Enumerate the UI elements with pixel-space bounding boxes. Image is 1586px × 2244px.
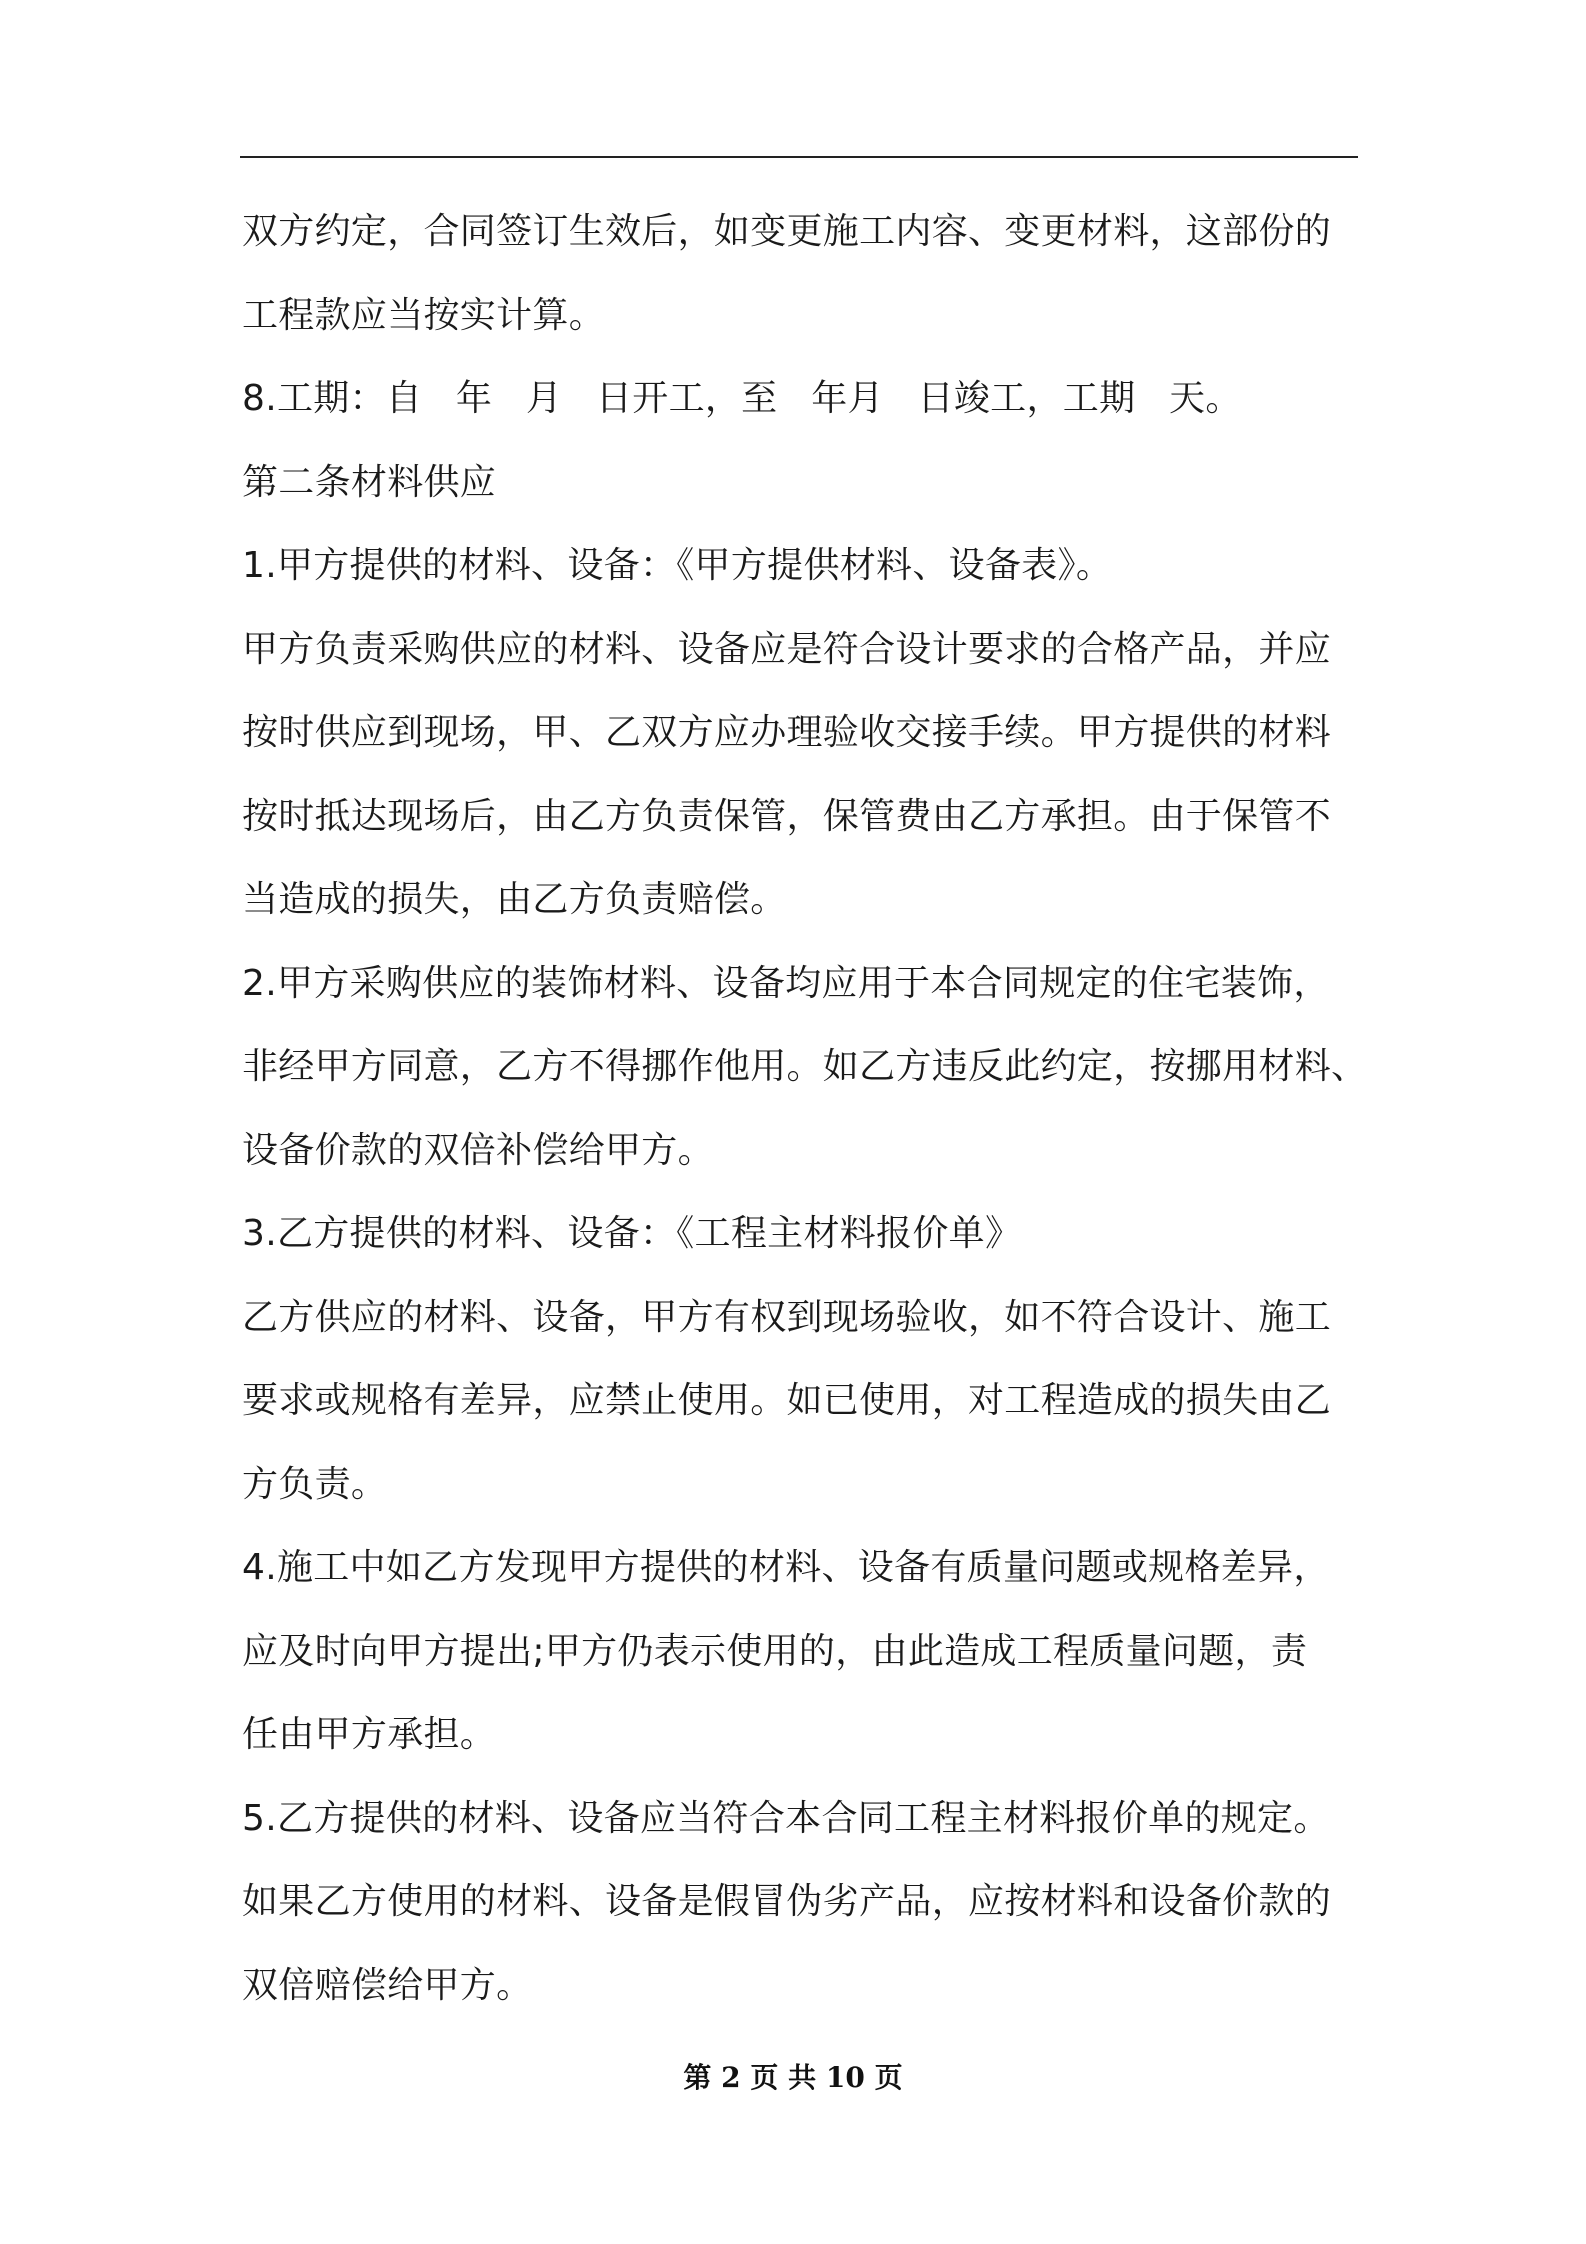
text-line: 乙方供应的材料、设备，甲方有权到现场验收，如不符合设计、施工 bbox=[242, 1296, 1332, 1338]
text-line: 4.施工中如乙方发现甲方提供的材料、设备有质量问题或规格差异， bbox=[242, 1547, 1330, 1588]
text-line: 按时供应到现场，甲、乙双方应办理验收交接手续。甲方提供的材料 bbox=[242, 712, 1332, 753]
text-line: 方负责。 bbox=[242, 1463, 388, 1505]
text-line: 应及时向甲方提出;甲方仍表示使用的，由此造成工程质量问题，责 bbox=[242, 1630, 1308, 1672]
text-line: 设备价款的双倍补偿给甲方。 bbox=[242, 1129, 714, 1171]
text-line: 3.乙方提供的材料、设备：《工程主材料报价单》 bbox=[242, 1213, 1022, 1254]
section-heading: 第二条材料供应 bbox=[242, 461, 497, 503]
text-line: 如果乙方使用的材料、设备是假冒伪劣产品，应按材料和设备价款的 bbox=[242, 1881, 1332, 1922]
text-line: 甲方负责采购供应的材料、设备应是符合设计要求的合格产品，并应 bbox=[242, 628, 1332, 670]
text-line: 工程款应当按实计算。 bbox=[242, 294, 606, 336]
contract-body bbox=[242, 190, 1368, 2027]
text-line: 双倍赔偿给甲方。 bbox=[242, 1964, 533, 2006]
text-line: 双方约定，合同签订生效后，如变更施工内容、变更材料，这部份的 bbox=[242, 211, 1332, 252]
text-line: 2.甲方采购供应的装饰材料、设备均应用于本合同规定的住宅装饰， bbox=[242, 962, 1330, 1004]
header-rule bbox=[240, 156, 1358, 158]
text-line: 5.乙方提供的材料、设备应当符合本合同工程主材料报价单的规定。 bbox=[242, 1797, 1330, 1839]
text-line: 要求或规格有差异，应禁止使用。如已使用，对工程造成的损失由乙 bbox=[242, 1380, 1332, 1421]
text-line: 当造成的损失，由乙方负责赔偿。 bbox=[242, 879, 787, 920]
text-line: 1.甲方提供的材料、设备：《甲方提供材料、设备表》。 bbox=[242, 545, 1113, 586]
page-number-footer: 第 2 页 共 10 页 bbox=[683, 2061, 903, 2094]
text-line: 8.工期：自 年 月 日开工，至 年月 日竣工，工期 天。 bbox=[242, 378, 1242, 419]
text-line: 任由甲方承担。 bbox=[242, 1714, 497, 1755]
text-line: 按时抵达现场后，由乙方负责保管，保管费由乙方承担。由于保管不 bbox=[242, 795, 1332, 837]
text-line: 非经甲方同意，乙方不得挪作他用。如乙方违反此约定，按挪用材料、 bbox=[242, 1046, 1368, 1087]
